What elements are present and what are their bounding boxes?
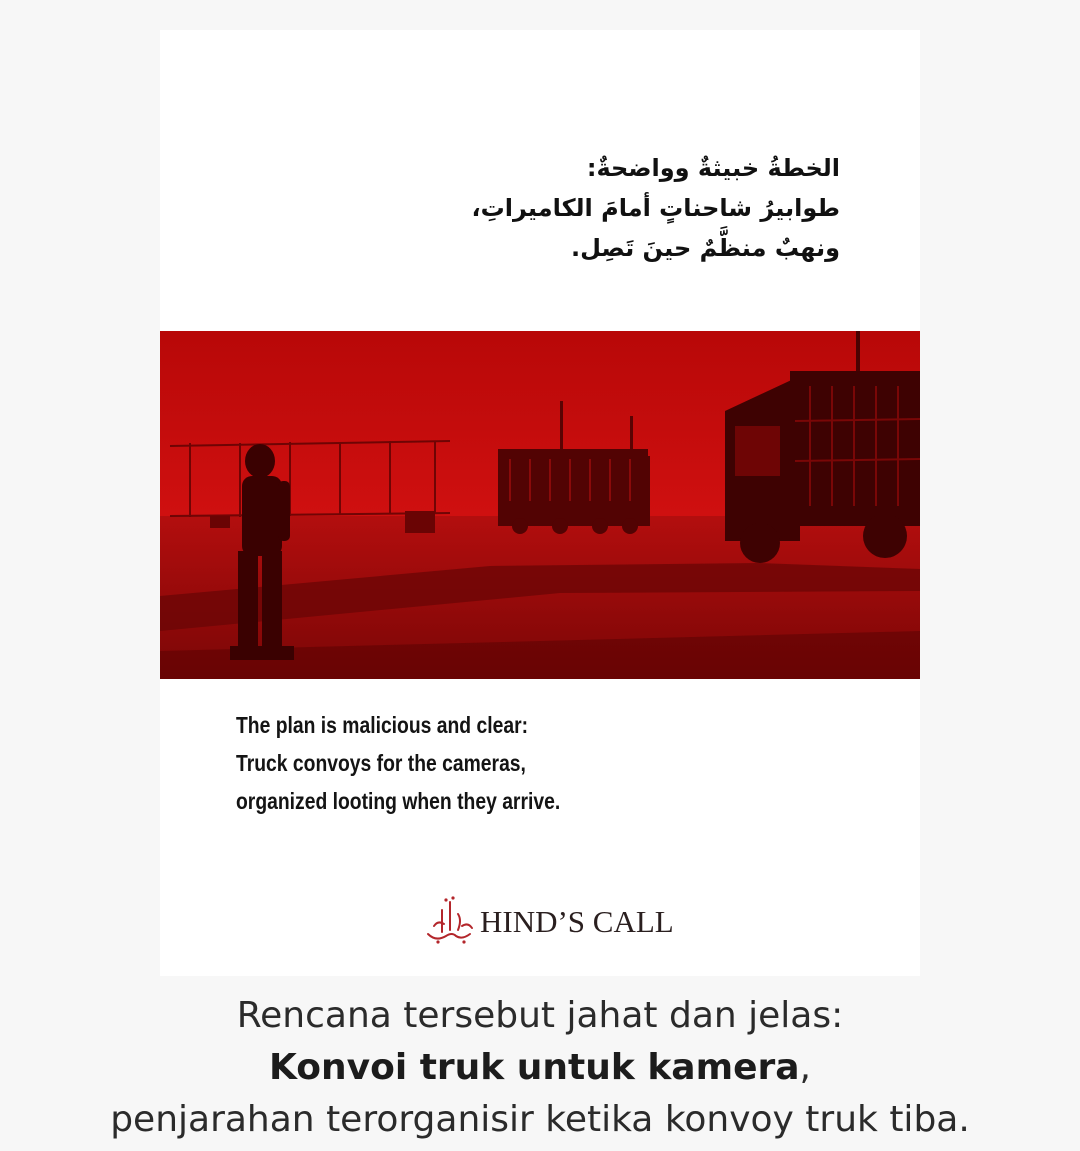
english-line-2: Truck convoys for the cameras, <box>236 750 526 776</box>
caption-bold-phrase: Konvoi truk untuk kamera <box>269 1047 800 1088</box>
caption-line-1: Rencana tersebut jahat dan jelas: <box>236 995 844 1036</box>
hinds-call-arabic-logo <box>422 890 478 946</box>
brand-logo-lockup <box>422 886 674 946</box>
english-line-3: organized looting when they arrive. <box>236 788 561 814</box>
red-tinted-photo <box>160 331 920 679</box>
english-headline <box>236 706 560 820</box>
english-line-1: The plan is malicious and clear: <box>236 712 529 738</box>
arabic-line-2: طوابيرُ شاحناتٍ أمامَ الكاميراتِ، <box>471 194 840 222</box>
arabic-line-1: الخطةُ خبيثةٌ وواضحةٌ: <box>586 154 840 182</box>
caption-line-2 <box>0 1042 1080 1094</box>
truck-convoy-scene <box>160 331 920 679</box>
poster-image <box>160 30 920 976</box>
arabic-headline <box>320 148 840 268</box>
brand-name: HIND’S CALL <box>480 904 674 939</box>
arabic-line-3: ونهبٌ منظَّمٌ حينَ تَصِل. <box>571 234 840 262</box>
caption <box>0 990 1080 1146</box>
caption-line-3: penjarahan terorganisir ketika konvoy truk tiba. <box>110 1099 970 1140</box>
caption-line-2-tail: , <box>799 1047 811 1088</box>
